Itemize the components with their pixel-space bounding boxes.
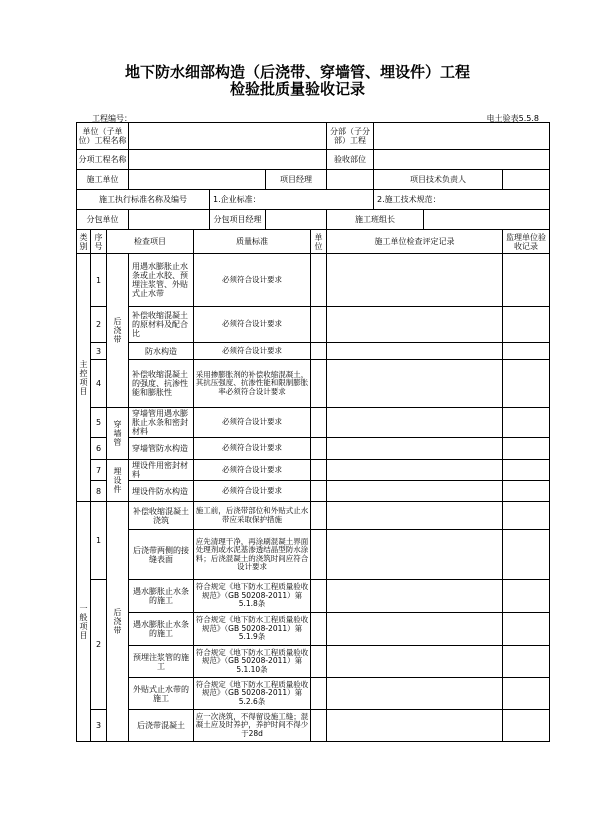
subitem-value[interactable] (129, 150, 327, 170)
check-item: 用遇水膨胀止水条或止水胶、预埋注浆管、外贴式止水带 (129, 254, 194, 307)
check-item: 预埋注浆管的施工 (129, 646, 194, 678)
col-contractor-record: 施工单位检查评定记录 (327, 230, 503, 254)
unit-cell[interactable] (311, 360, 327, 408)
quality-standard: 必须符合设计要求 (194, 254, 311, 307)
unit-cell[interactable] (311, 646, 327, 678)
check-item: 补偿收缩混凝土的强度、抗渗性能和膨胀性 (129, 360, 194, 408)
check-item: 补偿收缩混凝土浇筑 (129, 502, 194, 530)
quality-standard: 必须符合设计要求 (194, 460, 311, 481)
supervisor-record-cell[interactable] (503, 307, 550, 343)
sub-pm-label: 分包项目经理 (210, 210, 266, 230)
supervisor-record-cell[interactable] (503, 530, 550, 580)
form-number: 电土验表5.5.8 (486, 114, 539, 123)
row-no: 8 (91, 481, 107, 502)
supervisor-record-cell[interactable] (503, 646, 550, 678)
row-no: 2 (91, 580, 107, 710)
unit-cell[interactable] (311, 613, 327, 646)
row-no: 7 (91, 460, 107, 481)
contractor-record-cell[interactable] (327, 502, 503, 530)
unit-cell[interactable] (311, 307, 327, 343)
unit-cell[interactable] (311, 343, 327, 360)
supervisor-record-cell[interactable] (503, 710, 550, 742)
check-item: 防水构造 (129, 343, 194, 360)
quality-standard: 符合规定《地下防水工程质量验收规范》（GB 50208-2011）第5.1.9条 (194, 613, 311, 646)
tech-lead-label: 项目技术负责人 (374, 170, 503, 190)
row-no: 3 (91, 343, 107, 360)
supervisor-record-cell[interactable] (503, 678, 550, 710)
quality-standard: 必须符合设计要求 (194, 438, 311, 460)
check-item: 外贴式止水带的施工 (129, 678, 194, 710)
sub-pm-value[interactable] (266, 210, 327, 230)
col-standard: 质量标准 (194, 230, 311, 254)
unit-label: 单位（子单位）工程名称 (77, 123, 129, 150)
col-no: 序号 (91, 230, 107, 254)
quality-standard: 采用掺膨胀剂的补偿收缩混凝土，其抗压强度、抗渗性能和限制膨胀率必须符合设计要求 (194, 360, 311, 408)
supervisor-record-cell[interactable] (503, 254, 550, 307)
check-item: 穿墙管防水构造 (129, 438, 194, 460)
supervisor-record-cell[interactable] (503, 360, 550, 408)
tech-spec[interactable]: 2.施工技术规范： (374, 190, 550, 210)
form-title: 地下防水细部构造（后浇带、穿墙管、埋设件）工程 (124, 63, 470, 81)
check-item: 补偿收缩混凝土的原材料及配合比 (129, 307, 194, 343)
quality-standard: 应先清理干净，再涂刷混凝土界面处理剂或水泥基渗透结晶型防水涂料；后浇混凝土的浇筑时间应符合设计要求 (194, 530, 311, 580)
group-chuanqiangguan: 穿墙管 (107, 408, 129, 460)
category-main: 主控项目 (77, 254, 91, 502)
contractor-record-cell[interactable] (327, 481, 503, 502)
contractor-label: 施工单位 (77, 170, 129, 190)
contractor-record-cell[interactable] (327, 360, 503, 408)
supervisor-record-cell[interactable] (503, 580, 550, 613)
contractor-record-cell[interactable] (327, 438, 503, 460)
unit-cell[interactable] (311, 408, 327, 438)
contractor-value[interactable] (129, 170, 266, 190)
row-no: 1 (91, 254, 107, 307)
check-item: 后浇带两侧的接缝表面 (129, 530, 194, 580)
subitem-label: 分项工程名称 (77, 150, 129, 170)
col-category: 类别 (77, 230, 91, 254)
contractor-record-cell[interactable] (327, 460, 503, 481)
contractor-record-cell[interactable] (327, 530, 503, 580)
col-unit: 单位 (311, 230, 327, 254)
group-houjiaodai: 后浇带 (107, 254, 129, 408)
team-leader-value[interactable] (424, 210, 550, 230)
inspection-table (76, 122, 550, 742)
unit-cell[interactable] (311, 460, 327, 481)
supervisor-record-cell[interactable] (503, 343, 550, 360)
tech-lead-value[interactable] (503, 170, 550, 190)
check-item: 埋设件用密封材料 (129, 460, 194, 481)
unit-value[interactable] (129, 123, 327, 150)
project-manager-value[interactable] (327, 170, 374, 190)
contractor-record-cell[interactable] (327, 613, 503, 646)
check-item: 埋设件防水构造 (129, 481, 194, 502)
row-no: 4 (91, 360, 107, 408)
quality-standard: 必须符合设计要求 (194, 481, 311, 502)
unit-cell[interactable] (311, 678, 327, 710)
contractor-record-cell[interactable] (327, 710, 503, 742)
supervisor-record-cell[interactable] (503, 438, 550, 460)
row-no: 1 (91, 502, 107, 580)
enterprise-standard[interactable]: 1.企业标准： (210, 190, 374, 210)
contractor-record-cell[interactable] (327, 254, 503, 307)
form-subtitle: 检验批质量验收记录 (229, 80, 365, 98)
contractor-record-cell[interactable] (327, 408, 503, 438)
supervisor-record-cell[interactable] (503, 481, 550, 502)
acceptance-part-value[interactable] (374, 150, 550, 170)
contractor-record-cell[interactable] (327, 678, 503, 710)
unit-cell[interactable] (311, 481, 327, 502)
acceptance-part-label: 验收部位 (327, 150, 374, 170)
unit-cell[interactable] (311, 254, 327, 307)
contractor-record-cell[interactable] (327, 646, 503, 678)
project-no-label: 工程编号： (92, 114, 132, 123)
project-manager-label: 项目经理 (266, 170, 327, 190)
row-no: 3 (91, 710, 107, 742)
supervisor-record-cell[interactable] (503, 408, 550, 438)
team-leader-label: 施工班组长 (327, 210, 424, 230)
standard-label: 施工执行标准名称及编号 (77, 190, 210, 210)
quality-standard: 符合规定《地下防水工程质量验收规范》（GB 50208-2011）第5.2.6条 (194, 678, 311, 710)
contractor-record-cell[interactable] (327, 307, 503, 343)
unit-cell[interactable] (311, 710, 327, 742)
row-no: 2 (91, 307, 107, 343)
quality-standard: 符合规定《地下防水工程质量验收规范》（GB 50208-2011）第5.1.8条 (194, 580, 311, 613)
division-value[interactable] (374, 123, 550, 150)
supervisor-record-cell[interactable] (503, 460, 550, 481)
quality-standard: 必须符合设计要求 (194, 307, 311, 343)
unit-cell[interactable] (311, 502, 327, 530)
check-item: 穿墙管用遇水膨胀止水条和密封材料 (129, 408, 194, 438)
supervisor-record-cell[interactable] (503, 502, 550, 530)
check-item: 遇水膨胀止水条的施工 (129, 580, 194, 613)
subcontractor-label: 分包单位 (77, 210, 129, 230)
row-no: 6 (91, 438, 107, 460)
row-no: 5 (91, 408, 107, 438)
check-item: 遇水膨胀止水条的施工 (129, 613, 194, 646)
col-item: 检查项目 (107, 230, 194, 254)
subcontractor-value[interactable] (129, 210, 210, 230)
group-maisheijian: 埋设件 (107, 460, 129, 502)
group-houjiaodai-general: 后浇带 (107, 502, 129, 742)
contractor-record-cell[interactable] (327, 580, 503, 613)
quality-standard: 施工前，后浇带部位和外贴式止水带应采取保护措施 (194, 502, 311, 530)
col-supervisor-record: 监理单位验收记录 (503, 230, 550, 254)
division-label: 分部（子分部）工程 (327, 123, 374, 150)
supervisor-record-cell[interactable] (503, 613, 550, 646)
check-item: 后浇带混凝土 (129, 710, 194, 742)
category-general: 一般项目 (77, 502, 91, 742)
quality-standard: 应一次浇筑，不得留设施工缝；混凝土应及时养护，养护时间不得少于28d (194, 710, 311, 742)
contractor-record-cell[interactable] (327, 343, 503, 360)
unit-cell[interactable] (311, 438, 327, 460)
quality-standard: 符合规定《地下防水工程质量验收规范》（GB 50208-2011）第5.1.10条 (194, 646, 311, 678)
quality-standard: 必须符合设计要求 (194, 343, 311, 360)
unit-cell[interactable] (311, 580, 327, 613)
quality-standard: 必须符合设计要求 (194, 408, 311, 438)
unit-cell[interactable] (311, 530, 327, 580)
